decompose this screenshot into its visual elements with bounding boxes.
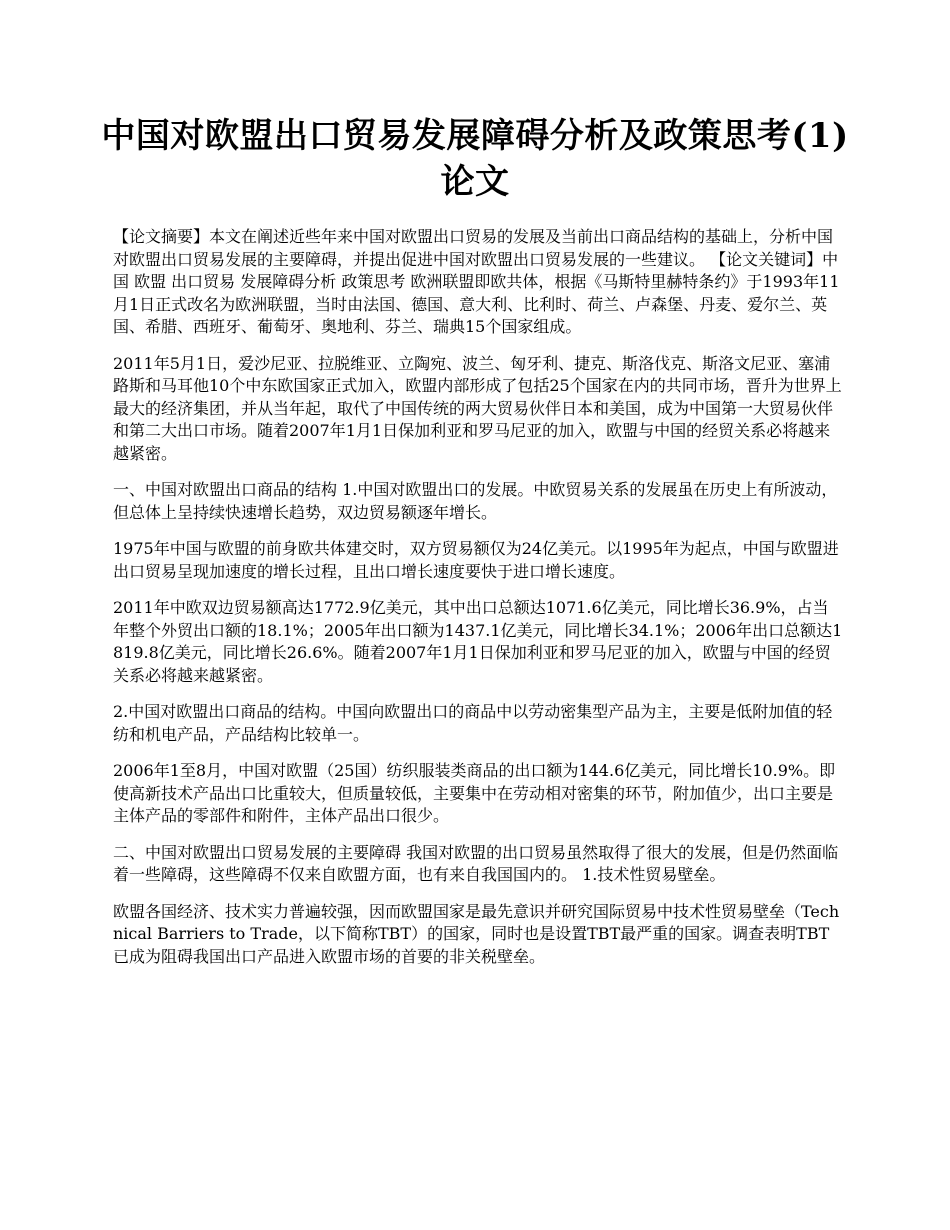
paragraph-trade-statistics: 2011年中欧双边贸易额高达1772.9亿美元，其中出口总额达1071.6亿美元，同比增长36.9%，占当年整个外贸出口额的18.1%；2005年出口额为1437.1亿美元，同比增长34.1%；2006年出口总额达1819.8亿美元，同比增长26.6%。随着2007年1月1日保加利亚和罗马尼亚的加入，欧盟与中国的经贸关系必将越来越紧密。 xyxy=(113,598,843,685)
paragraph-section-2-intro: 二、中国对欧盟出口贸易发展的主要障碍 我国对欧盟的出口贸易虽然取得了很大的发展，但是仍然面临着一些障碍，这些障碍不仅来自欧盟方面，也有来自我国国内的。 1.技术性贸易壁垒。 xyxy=(113,842,839,884)
paragraph-export-structure: 2.中国对欧盟出口商品的结构。中国向欧盟出口的商品中以劳动密集型产品为主，主要是低附加值的轻纺和机电产品，产品结构比较单一。 xyxy=(113,702,833,744)
paragraph-tbt: 欧盟各国经济、技术实力普遍较强，因而欧盟国家是最先意识并研究国际贸易中技术性贸易壁垒（Technical Barriers to Trade，以下简称TBT）的国家，同时也是设置TBT最严重的国家。调查表明TBT已成为阻碍我国出口产品进入欧盟市场的首要的非关税壁垒。 xyxy=(113,901,840,966)
paragraph-trade-history: 1975年中国与欧盟的前身欧共体建交时，双方贸易额仅为24亿美元。以1995年为起点，中国与欧盟进出口贸易呈现加速度的增长过程，且出口增长速度要快于进口增长速度。 xyxy=(113,539,839,581)
paragraph-section-1-intro: 一、中国对欧盟出口商品的结构 1.中国对欧盟出口的发展。中欧贸易关系的发展虽在历史上有所波动，但总体上呈持续快速增长趋势，双边贸易额逐年增长。 xyxy=(113,480,838,522)
paragraph-eu-expansion: 2011年5月1日，爱沙尼亚、拉脱维亚、立陶宛、波兰、匈牙利、捷克、斯洛伐克、斯洛文尼亚、塞浦路斯和马耳他10个中东欧国家正式加入，欧盟内部形成了包括25个国家在内的共同市场，晋升为世界上最大的经济集团，并从当年起，取代了中国传统的两大贸易伙伴日本和美国，成为中国第一大贸易伙伴和第二大出口市场。随着2007年1月1日保加利亚和罗马尼亚的加入，欧盟与中国的经贸关系必将越来越紧密。 xyxy=(113,353,842,463)
document-body xyxy=(113,226,843,982)
paragraph-textile-exports: 2006年1至8月，中国对欧盟（25国）纺织服装类商品的出口额为144.6亿美元，同比增长10.9%。即使高新技术产品出口比重较大，但质量较低，主要集中在劳动相对密集的环节，附加值少，出口主要是主体产品的零部件和附件，主体产品出口很少。 xyxy=(113,761,836,825)
page-title: 中国对欧盟出口贸易发展障碍分析及政策思考(1)论文 xyxy=(101,116,849,202)
paragraph-abstract: 【论文摘要】本文在阐述近些年来中国对欧盟出口贸易的发展及当前出口商品结构的基础上，分析中国对欧盟出口贸易发展的主要障碍，并提出促进中国对欧盟出口贸易发展的一些建议。 【论文关键词】中国 欧盟 出口贸易 发展障碍分析 政策思考 欧洲联盟即欧共体，根据《马斯特里赫特条约》于1993年11月1日正式改名为欧洲联盟，当时由法国、德国、意大利、比利时、荷兰、卢森堡、丹麦、爱尔兰、英国、希腊、西班牙、葡萄牙、奥地利、芬兰、瑞典15个国家组成。 xyxy=(113,227,840,336)
